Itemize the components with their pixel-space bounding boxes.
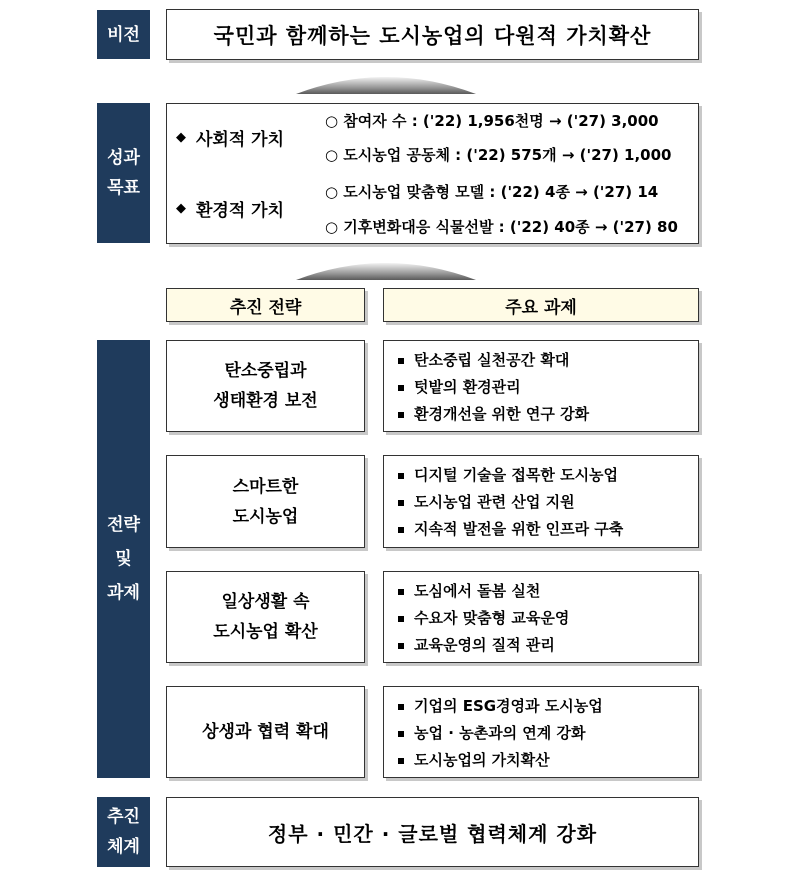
diamond-icon: ◆: [176, 200, 186, 216]
strategy-box-1: [166, 340, 365, 432]
strategy-2-line2: 도시농업: [232, 506, 299, 527]
strategy-2-line1: 스마트한: [232, 476, 299, 497]
bullet-icon: [398, 643, 404, 649]
flow-arrow-2: [296, 252, 476, 280]
goals-label-line2: 목표: [107, 178, 140, 198]
strategies-label-line3: 과제: [107, 583, 140, 603]
strategies-label-line2: 및: [115, 549, 132, 569]
diamond-icon: ◆: [176, 129, 186, 145]
task-item: 환경개선을 위한 연구 강화: [398, 401, 698, 428]
task-item: 디지털 기술을 접목한 도시농업: [398, 462, 698, 489]
task-box-3: [383, 571, 699, 663]
task-item: 농업 · 농촌과의 연계 강화: [398, 720, 698, 747]
system-box: [166, 797, 699, 867]
task-item: 지속적 발전을 위한 인프라 구축: [398, 516, 698, 543]
bullet-icon: [398, 616, 404, 622]
bullet-icon: [398, 704, 404, 710]
bullet-icon: [398, 589, 404, 595]
strategy-4-line1: 상생과 협력 확대: [202, 722, 329, 742]
system-label-line2: 체계: [107, 837, 140, 857]
social-value-title: [176, 122, 284, 152]
bullet-icon: [398, 758, 404, 764]
task-item: 도심에서 돌봄 실천: [398, 578, 698, 605]
bullet-icon: [398, 500, 404, 506]
task-item: 수요자 맞춤형 교육운영: [398, 605, 698, 632]
vision-text: 국민과 함께하는 도시농업의 다원적 가치확산: [213, 23, 652, 48]
task-item: 기업의 ESG경영과 도시농업: [398, 693, 698, 720]
bullet-icon: [398, 412, 404, 418]
goals-label-line1: 성과: [107, 148, 140, 168]
task-box-2: [383, 455, 699, 548]
strategies-label: [97, 340, 150, 778]
goals-label: [97, 103, 150, 243]
strategy-box-2: [166, 455, 365, 548]
system-label: [97, 797, 150, 867]
vision-label-text: 비전: [107, 24, 140, 45]
task-box-4: [383, 686, 699, 778]
strategies-label-line1: 전략: [107, 515, 140, 535]
strategy-header: [166, 288, 365, 322]
environment-value-title: [176, 193, 284, 223]
strategy-3-line2: 도시농업 확산: [213, 622, 318, 642]
metric-models: ○ 도시농업 맞춤형 모델 : ('22) 4종 → ('27) 14: [325, 183, 659, 201]
vision-box: [166, 9, 699, 60]
task-box-1: [383, 340, 699, 432]
tasks-header: [383, 288, 699, 322]
task-item: 교육운영의 질적 관리: [398, 632, 698, 659]
strategy-1-line1: 탄소중립과: [224, 361, 307, 381]
tasks-header-text: 주요 과제: [505, 297, 577, 318]
metric-plants: ○ 기후변화대응 식물선발 : ('22) 40종 → ('27) 80: [325, 218, 678, 236]
metric-communities: ○ 도시농업 공동체 : ('22) 575개 → ('27) 1,000: [325, 146, 672, 164]
strategy-3-line1: 일상생활 속: [221, 592, 310, 612]
social-value-text: 사회적 가치: [196, 129, 285, 150]
task-item: 텃밭의 환경관리: [398, 374, 698, 401]
environment-value-text: 환경적 가치: [196, 200, 285, 221]
flow-arrow-1: [296, 66, 476, 94]
system-text: 정부 · 민간 · 글로벌 협력체계 강화: [267, 821, 598, 846]
task-item: 탄소중립 실천공간 확대: [398, 347, 698, 374]
task-item: 도시농업 관련 산업 지원: [398, 489, 698, 516]
strategy-box-3: [166, 571, 365, 663]
metric-participants: ○ 참여자 수 : ('22) 1,956천명 → ('27) 3,000: [325, 112, 659, 130]
bullet-icon: [398, 731, 404, 737]
vision-label: [97, 10, 150, 59]
bullet-icon: [398, 473, 404, 479]
bullet-icon: [398, 385, 404, 391]
bullet-icon: [398, 358, 404, 364]
bullet-icon: [398, 527, 404, 533]
strategy-box-4: [166, 686, 365, 778]
strategy-header-text: 추진 전략: [229, 297, 302, 318]
strategy-1-line2: 생태환경 보전: [213, 391, 318, 411]
system-label-line1: 추진: [107, 807, 140, 827]
task-item: 도시농업의 가치확산: [398, 747, 698, 774]
